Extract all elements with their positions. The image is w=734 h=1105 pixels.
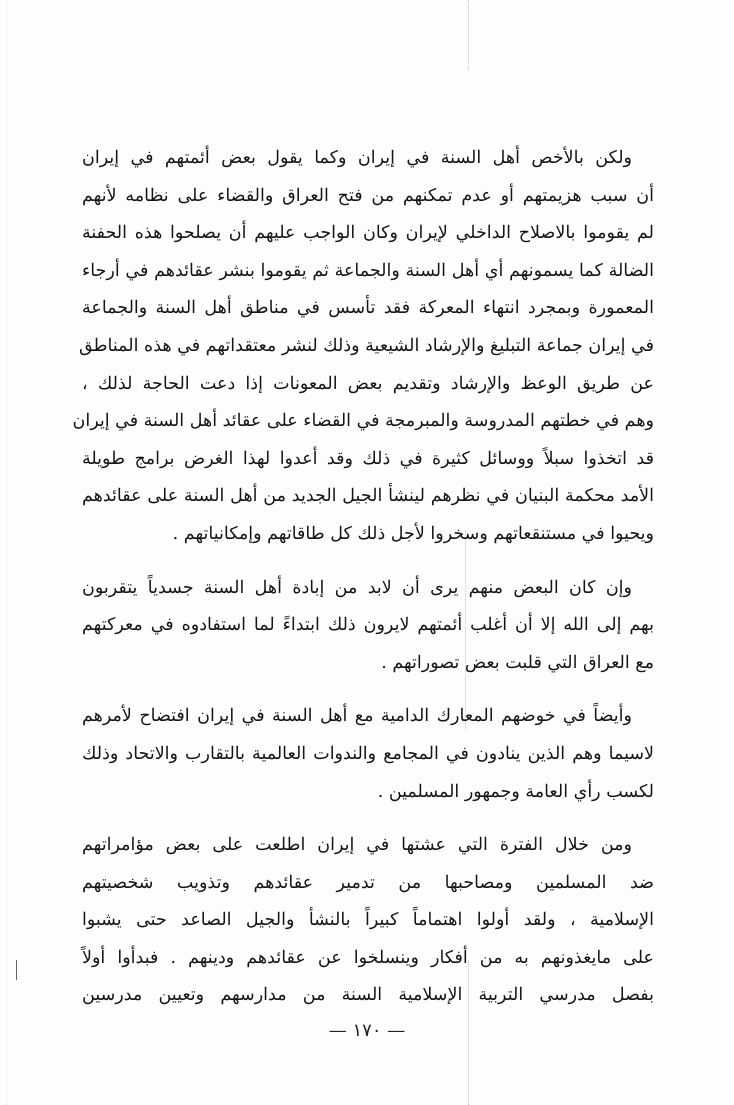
text-line: ويحيوا في مستنقعاتهم وسخروا لأجل ذلك كل طاقاتهم وإمكانياتهم . bbox=[172, 523, 654, 544]
text-line: ولكن بالأخص أهل السنة في إيران وكما يقول بعض أئمتهم في إيران bbox=[82, 148, 632, 168]
text-line: ومن خلال الفترة التي عشتها في إيران اطلعت على بعض مؤامراتهم bbox=[82, 835, 632, 856]
paragraph bbox=[82, 827, 654, 1015]
paragraph bbox=[72, 140, 654, 554]
text-line: مع العراق التي قلبت بعض تصوراتهم . bbox=[381, 652, 654, 673]
text-line: لم يقوموا بالاصلاح الداخلي لإيران وكان الواجب عليهم أن يصلحوا هذه الحفنة bbox=[82, 223, 654, 244]
text-line: المعمورة وبمجرد انتهاء المعركة فقد تأسس في مناطق أهل السنة والجماعة bbox=[82, 298, 654, 319]
scan-edge-line bbox=[6, 0, 7, 1105]
paragraph bbox=[82, 698, 654, 811]
text-line: وأيضاً في خوضهم المعارك الدامية مع أهل السنة في إيران افتضاح لأمرهم bbox=[82, 706, 632, 727]
text-line: لاسيما وهم الذين ينادون في المجامع والندوات العالمية بالتقارب والاتحاد وذلك bbox=[82, 743, 654, 764]
text-line: قد اتخذوا سبلاً ووسائل كثيرة في ذلك وقد أعدوا لهذا الغرض برامج طويلة bbox=[82, 448, 654, 469]
text-line: ضد المسلمين ومصاحبها من تدمير عقائدهم وتذويب شخصيتهم bbox=[82, 872, 654, 893]
body-text bbox=[72, 140, 654, 1015]
text-line: بهم إلى الله إلا أن أغلب أئمتهم لايرون ذلك ابتداءً لما استفادوه في معركتهم bbox=[82, 615, 654, 636]
text-line: الأمد محكمة البنيان في نظرهم لينشأ الجيل الجديد من أهل السنة على عقائدهم bbox=[82, 486, 654, 507]
text-line: الإسلامية ، ولقد أولوا اهتماماً كبيراً بالنشأ والجيل الصاعد حتى يشبوا bbox=[82, 910, 654, 931]
text-line: على مايغذونهم به من أفكار وينسلخوا عن عقائدهم ودينهم . فبدأوا أولاً bbox=[82, 947, 654, 968]
text-line: وهم في خطتهم المدروسة والمبرمجة في القضاء على عقائد أهل السنة في إيران bbox=[72, 411, 654, 432]
text-line: وإن كان البعض منهم يرى أن لابد من إبادة أهل السنة جسدياً يتقربون bbox=[82, 577, 632, 598]
paragraph bbox=[82, 570, 654, 683]
text-line: عن طريق الوعظ والإرشاد وتقديم بعض المعونات إذا دعت الحاجة لذلك ، bbox=[82, 373, 654, 394]
scan-fold-line bbox=[468, 0, 469, 70]
text-line: لكسب رأي العامة وجمهور المسلمين . bbox=[377, 781, 654, 802]
margin-mark bbox=[16, 960, 17, 980]
page-number: — ١٧٠ — bbox=[328, 1020, 406, 1041]
text-line: الضالة كما يسمونهم أي أهل السنة والجماعة ثم يقوموا بنشر عقائدهم في أرجاء bbox=[82, 260, 654, 281]
text-line: في إيران جماعة التبليغ والإرشاد الشيعية وذلك لنشر معتقداتهم في هذه المناطق bbox=[79, 335, 654, 356]
text-line: بفصل مدرسي التربية الإسلامية السنة من مدارسهم وتعيين مدرسين bbox=[82, 985, 654, 1006]
text-line: أن سبب هزيمتهم أو عدم تمكنهم من فتح العراق والقضاء على نظامه لأنهم bbox=[82, 185, 654, 206]
